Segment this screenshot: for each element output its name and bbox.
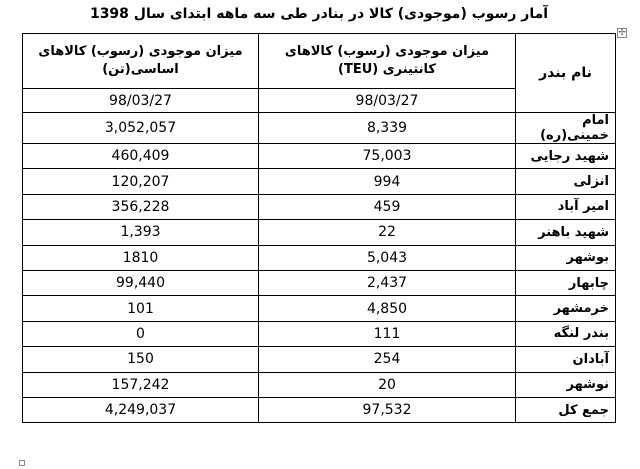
table-row bbox=[23, 220, 616, 245]
cell-basic-goods: 356,228 bbox=[23, 194, 259, 219]
table-row bbox=[23, 194, 616, 219]
cell-container-goods: 97,532 bbox=[259, 397, 516, 422]
cell-container-goods: 2,437 bbox=[259, 270, 516, 295]
cell-port-name: بندر لنگه bbox=[516, 321, 616, 346]
table-row bbox=[23, 144, 616, 169]
cell-basic-goods: 99,440 bbox=[23, 270, 259, 295]
cell-port-name: شهید رجایی bbox=[516, 144, 616, 169]
cell-port-name: بوشهر bbox=[516, 245, 616, 270]
cell-basic-goods: 1810 bbox=[23, 245, 259, 270]
cell-port-name: آبادان bbox=[516, 347, 616, 372]
cell-port-name: امیر آباد bbox=[516, 194, 616, 219]
cell-basic-goods: 4,249,037 bbox=[23, 397, 259, 422]
header-container-goods bbox=[259, 34, 516, 89]
header-basic-line1: میزان موجودی (رسوب) کالاهای bbox=[38, 44, 243, 59]
cell-container-goods: 75,003 bbox=[259, 144, 516, 169]
cell-basic-goods: 1,393 bbox=[23, 220, 259, 245]
cell-basic-goods: 150 bbox=[23, 347, 259, 372]
header-basic-line2: اساسی(تن) bbox=[102, 62, 179, 77]
total-row bbox=[23, 397, 616, 422]
cell-port-name: شهید باهنر bbox=[516, 220, 616, 245]
port-inventory-table bbox=[22, 33, 616, 423]
date-basic: 98/03/27 bbox=[23, 89, 259, 113]
table-row bbox=[23, 270, 616, 295]
cell-container-goods: 8,339 bbox=[259, 113, 516, 144]
date-container: 98/03/27 bbox=[259, 89, 516, 113]
cell-basic-goods: 157,242 bbox=[23, 372, 259, 397]
table-row bbox=[23, 321, 616, 346]
header-container-line1: میزان موجودی (رسوب) کالاهای bbox=[284, 44, 490, 59]
cell-basic-goods: 101 bbox=[23, 296, 259, 321]
cell-port-name: نوشهر bbox=[516, 372, 616, 397]
cell-container-goods: 20 bbox=[259, 372, 516, 397]
cell-port-name: امام خمینی(ره) bbox=[516, 113, 616, 144]
header-basic-goods bbox=[23, 34, 259, 89]
cell-container-goods: 994 bbox=[259, 169, 516, 194]
table-row bbox=[23, 372, 616, 397]
table-row bbox=[23, 296, 616, 321]
cell-basic-goods: 0 bbox=[23, 321, 259, 346]
table-resize-handle[interactable] bbox=[19, 460, 25, 466]
cell-port-name: خرمشهر bbox=[516, 296, 616, 321]
header-row bbox=[23, 34, 616, 89]
cell-basic-goods: 460,409 bbox=[23, 144, 259, 169]
cell-container-goods: 111 bbox=[259, 321, 516, 346]
cell-container-goods: 22 bbox=[259, 220, 516, 245]
table-row bbox=[23, 113, 616, 144]
table-row bbox=[23, 245, 616, 270]
cell-port-name: انزلی bbox=[516, 169, 616, 194]
cell-container-goods: 459 bbox=[259, 194, 516, 219]
table-move-handle-icon[interactable]: ✢ bbox=[618, 28, 626, 38]
cell-basic-goods: 3,052,057 bbox=[23, 113, 259, 144]
header-container-line2: کانتینری (TEU) bbox=[338, 62, 436, 77]
cell-container-goods: 254 bbox=[259, 347, 516, 372]
table-row bbox=[23, 347, 616, 372]
cell-port-name: جمع کل bbox=[516, 397, 616, 422]
cell-port-name: چابهار bbox=[516, 270, 616, 295]
header-port-name: نام بندر bbox=[516, 34, 616, 113]
cell-container-goods: 5,043 bbox=[259, 245, 516, 270]
table-title: آمار رسوب (موجودی) کالا در بنادر طی سه ماهه ابتدای سال 1398 bbox=[89, 6, 549, 22]
cell-basic-goods: 120,207 bbox=[23, 169, 259, 194]
cell-container-goods: 4,850 bbox=[259, 296, 516, 321]
table-row bbox=[23, 169, 616, 194]
